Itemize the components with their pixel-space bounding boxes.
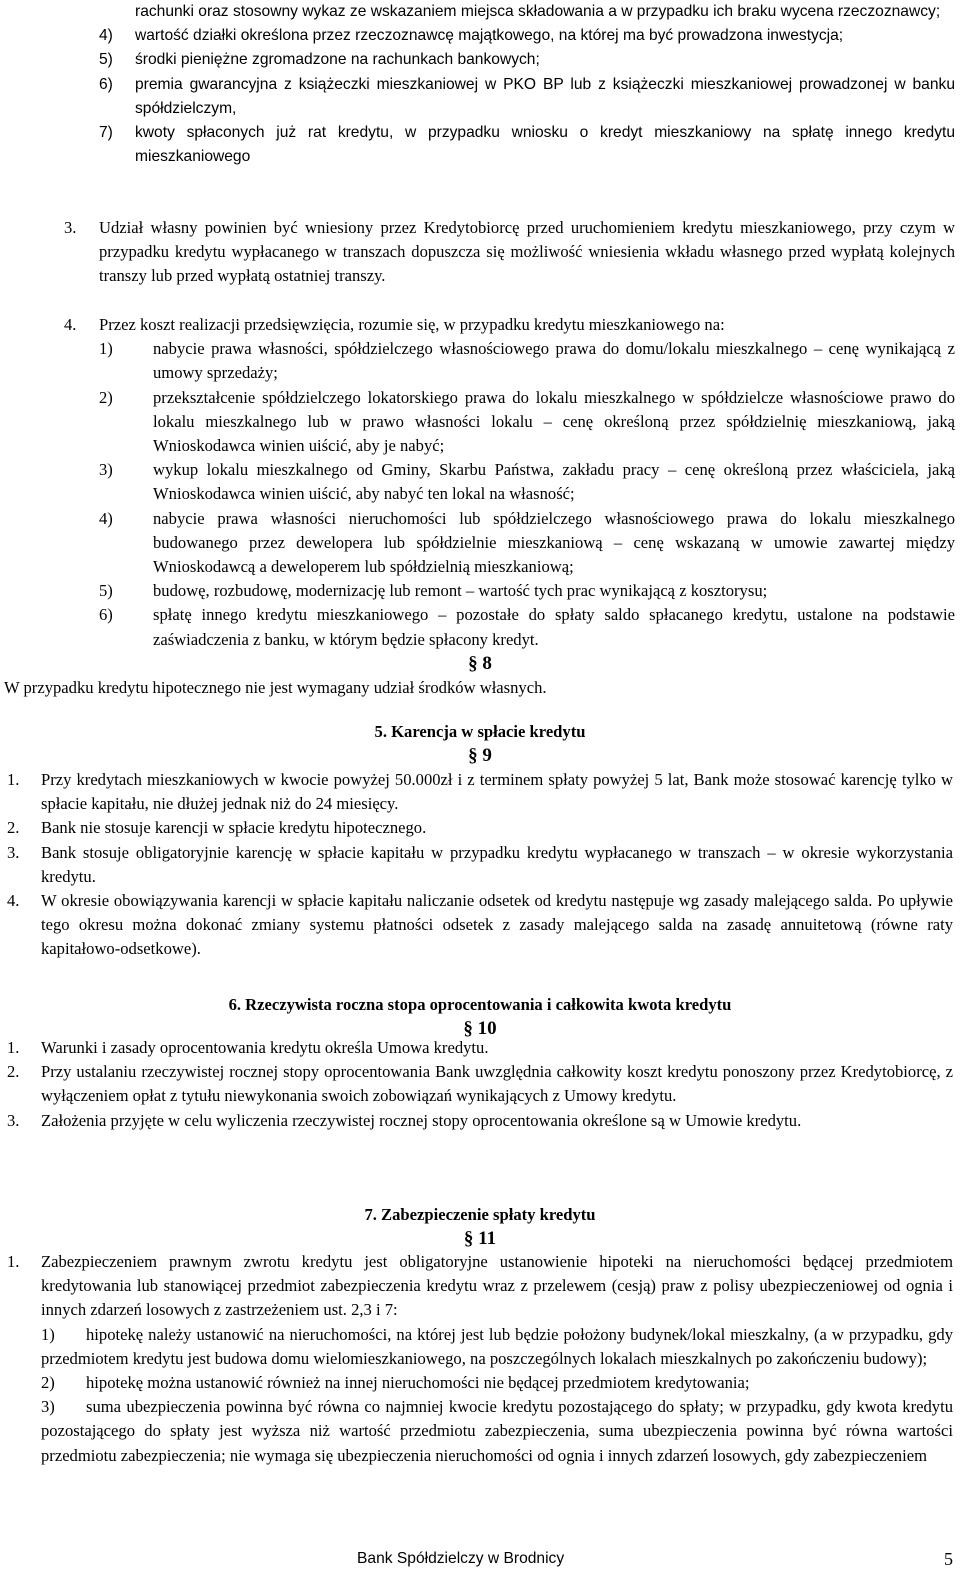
list-item-number: 5) xyxy=(99,581,113,601)
paragraph-text: Przez koszt realizacji przedsięwzięcia, rozumie się, w przypadku kredytu mieszkaniowego na: xyxy=(99,315,725,334)
list-item xyxy=(99,337,955,385)
paragraph-3 xyxy=(64,216,955,289)
list-item-number: 4. xyxy=(7,891,20,911)
list-item-text: Założenia przyjęte w celu wyliczenia rzeczywistej rocznej stopy oprocentowania określone są w Umowie kredytu. xyxy=(41,1110,802,1130)
list-item xyxy=(7,1109,953,1133)
list-item-number: 1. xyxy=(7,770,20,789)
list-item-number: 2) xyxy=(99,387,113,407)
list-item-number: 2) xyxy=(41,1373,55,1393)
list-item xyxy=(7,1036,953,1060)
list-item-number: 1) xyxy=(99,339,113,359)
section-9-list xyxy=(7,768,953,962)
list-item-number: 4) xyxy=(99,27,113,45)
footer-bank-name: Bank Spółdzielczy w Brodnicy xyxy=(357,1550,565,1567)
list-item xyxy=(99,579,955,603)
list-item-text: suma ubezpieczenia powinna być równa co najmniej kwocie kredytu pozostającego do spłaty; w przypadku, gdy kwota kredytu pozostającego do spłaty jest wyższa niż wartość przedmiotu zabezpieczenia, suma ubezpieczenia powinna być równa wartości przedmiotu zabezpieczenia; nie wymaga się ubezpieczenia nieruchomości od ognia i innych zdarzeń losowych, gdy zabezpieczeniem xyxy=(41,1397,953,1465)
list-item-number: 2. xyxy=(7,818,20,838)
paragraph-number: 3. xyxy=(64,218,77,237)
list-item-text: przekształcenie spółdzielczego lokatorskiego prawa do lokalu mieszkalnego w spółdzielcze własnościowe prawo do lokalu mieszkalnego lub w prawo własności lokalu – cenę określoną przez spółdzielnię mieszkaniową, jaką Wnioskodawca winien uiścić, aby je nabyć; xyxy=(153,387,955,456)
section-11-list xyxy=(7,1250,953,1468)
list-item-text: W okresie obowiązywania karencji w spłacie kapitału naliczanie odsetek od kredytu następuje wg zasady malejącego salda. Po upływie tego okresu można dokonać zmiany systemu płatności odsetek z zasady malejącego salda na zasadę annuitetową (równe raty kapitałowo-odsetkowe). xyxy=(41,891,953,959)
page-number: 5 xyxy=(944,1549,953,1569)
list-item xyxy=(99,48,955,72)
list-item xyxy=(99,603,955,651)
section-sign: § 10 xyxy=(463,1018,497,1040)
list-item-number: 6) xyxy=(99,605,113,625)
list-item-number: 4) xyxy=(99,508,113,528)
list-item-text: nabycie prawa własności, spółdzielczego własnościowego prawa do domu/lokalu mieszkalnego – cenę wynikającą z umowy sprzedaży; xyxy=(153,339,955,383)
list-item xyxy=(99,386,955,459)
chapter-5 xyxy=(0,720,960,768)
list-item-text: Bank stosuje obligatoryjnie karencję w spłacie kapitału w przypadku kredytu wypłacanego w transzach – w okresie wykorzystania kredytu. xyxy=(41,842,953,886)
list-item xyxy=(7,816,953,840)
list-item-text: premia gwarancyjna z książeczki mieszkaniowej w PKO BP lub z książeczki mieszkaniowej prowadzonej w banku spółdzielczym, xyxy=(135,75,955,117)
list-item-text: spłatę innego kredytu mieszkaniowego – pozostałe do spłaty saldo spłacanego kredytu, ustalone na podstawie zaświadczenia z banku, w którym będzie spłacony kredyt. xyxy=(153,605,955,649)
section-10-list xyxy=(7,1036,953,1133)
chapter-heading: 6. Rzeczywista roczna stopa oprocentowania i całkowita kwota kredytu xyxy=(228,995,732,1014)
list-item-text: budowę, rozbudowę, modernizację lub remont – wartość tych prac wynikającą z kosztorysu; xyxy=(153,581,768,601)
list-item xyxy=(7,889,953,962)
list-item-text: rachunki oraz stosowny wykaz ze wskazaniem miejsca składowania a w przypadku ich braku wycena rzeczoznawcy; xyxy=(135,3,941,20)
list-item xyxy=(99,458,955,506)
list-item-text: Przy ustalaniu rzeczywistej rocznej stopy oprocentowania Bank uwzględnia całkowity koszt kredytu ponoszony przez Kredytobiorcę, z wyłączeniem opłat z tytułu niewykonania swoich zobowiązań wynikających z Umowy kredytu. xyxy=(41,1062,953,1106)
list-item-number: 5) xyxy=(99,51,113,69)
paragraph-number: 4. xyxy=(64,315,77,334)
list-item-text: Zabezpieczeniem prawnym zwrotu kredytu jest obligatoryjne ustanowienie hipoteki na nieruchomości będącej przedmiotem kredytowania lub stanowiącej przedmiot zabezpieczenia kredytu wraz z przelewem (cesją) praw z polisy ubezpieczeniowej od ognia i innych zdarzeń losowych z zastrzeżeniem ust. 2,3 i 7: xyxy=(41,1252,953,1320)
list-item-number: 1. xyxy=(7,1252,20,1271)
list-item-text: kwoty spłaconych już rat kredytu, w przypadku wniosku o kredyt mieszkaniowy na spłatę innego kredytu mieszkaniowego xyxy=(135,124,955,166)
list-item xyxy=(41,1323,953,1371)
list-item-text: wartość działki określona przez rzeczoznawcę majątkowego, na której ma być prowadzona inwestycja; xyxy=(135,27,844,45)
list-item xyxy=(99,24,955,48)
list-item xyxy=(41,1371,953,1395)
chapter-heading: 5. Karencja w spłacie kredytu xyxy=(374,722,586,741)
continued-list xyxy=(99,0,955,169)
list-item xyxy=(99,73,955,121)
chapter-7 xyxy=(0,1203,960,1251)
list-item-text: Bank nie stosuje karencji w spłacie kredytu hipotecznego. xyxy=(41,818,427,838)
list-item xyxy=(99,507,955,580)
list-item xyxy=(7,1060,953,1108)
list-item-text: wykup lokalu mieszkalnego od Gminy, Skarbu Państwa, zakładu pracy – cenę określoną przez właściciela, jaką Wnioskodawca winien uiścić, aby nabyć ten lokal na własność; xyxy=(153,460,955,504)
page-footer xyxy=(357,1545,953,1573)
list-item-text: Warunki i zasady oprocentowania kredytu określa Umowa kredytu. xyxy=(41,1038,489,1057)
list-item-text: środki pieniężne zgromadzone na rachunkach bankowych; xyxy=(135,51,540,69)
chapter-heading: 7. Zabezpieczenie spłaty kredytu xyxy=(364,1205,596,1224)
list-item-number: 7) xyxy=(99,124,113,142)
section-sign: § 8 xyxy=(468,653,492,674)
list-item-text: hipotekę należy ustanowić na nieruchomości, na której jest lub będzie położony budynek/lokal mieszkalny, (a w przypadku, gdy przedmiotem kredytu jest budowa domu wielomieszkaniowego, na poszczególnych lokalach mieszkalnych po zakończeniu budowy); xyxy=(41,1324,953,1368)
list-item xyxy=(7,768,953,816)
list-item-text: nabycie prawa własności nieruchomości lub spółdzielczego własnościowego prawa do lokalu mieszkalnego budowanego przez dewelopera lub spółdzielnie mieszkaniową – cenę wskazaną w umowie zawartej między Wnioskodawcą a deweloperem lub spółdzielnią mieszkaniową; xyxy=(153,508,955,577)
list-item-number: 1) xyxy=(41,1324,55,1344)
list-item-number: 3) xyxy=(41,1397,55,1417)
list-item-text: hipotekę można ustanowić również na innej nieruchomości nie będącej przedmiotem kredytowania; xyxy=(86,1373,750,1393)
list-item xyxy=(7,1250,953,1323)
list-item-number: 3. xyxy=(7,842,20,862)
list-item xyxy=(41,1395,953,1468)
chapter-6 xyxy=(0,993,960,1041)
paragraph-4 xyxy=(64,313,955,652)
section-sign: § 9 xyxy=(468,745,492,767)
section-sign: § 11 xyxy=(463,1228,497,1250)
section-8 xyxy=(0,652,960,700)
list-item xyxy=(99,121,955,169)
paragraph-text: Udział własny powinien być wniesiony przez Kredytobiorcę przed uruchomieniem kredytu mieszkaniowego, przy czym w przypadku kredytu wypłacanego w transzach dopuszcza się możliwość wniesienia wkładu własnego przed wypłatą kolejnych transzy lub przed wypłatą ostatniej transzy. xyxy=(99,218,955,286)
list-item xyxy=(7,841,953,889)
list-item xyxy=(99,0,955,24)
list-item-number: 2. xyxy=(7,1062,20,1082)
list-item-number: 6) xyxy=(99,75,113,93)
list-item-number: 3) xyxy=(99,460,113,480)
section-8-text: W przypadku kredytu hipotecznego nie jest wymagany udział środków własnych. xyxy=(4,678,547,698)
list-item-text: Przy kredytach mieszkaniowych w kwocie powyżej 50.000zł i z terminem spłaty powyżej 5 lat, Bank może stosować karencję tylko w spłacie kapitału, nie dłużej jednak niż do 24 miesięcy. xyxy=(41,770,953,814)
list-item-number: 1. xyxy=(7,1038,20,1057)
list-item-number: 3. xyxy=(7,1110,20,1130)
